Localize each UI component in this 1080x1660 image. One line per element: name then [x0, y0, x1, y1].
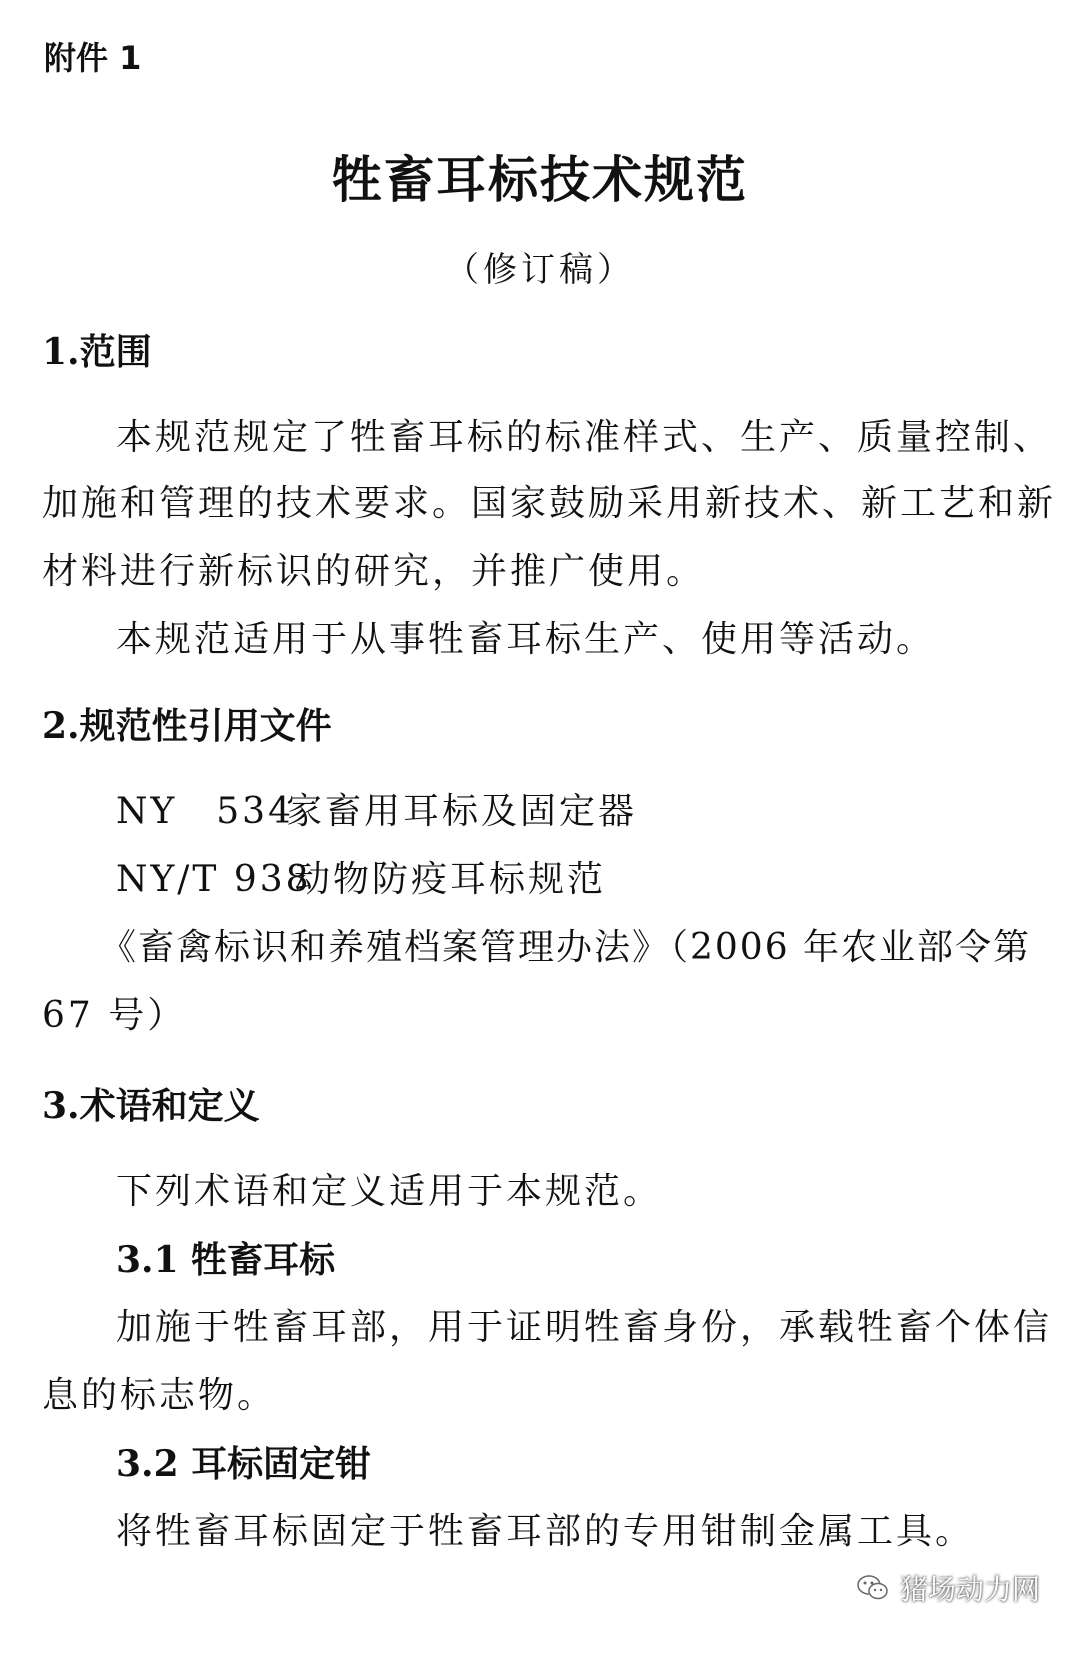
reference-name: 动物防疫耳标规范 [294, 859, 607, 900]
watermark-text: 猪场动力网 [899, 1573, 1040, 1606]
section-1-paragraph-line: 本规范规定了牲畜耳标的标准样式、生产、质量控制、 [116, 417, 1053, 458]
law-reference-line: 67 号） [42, 995, 187, 1036]
reference-row [116, 858, 606, 902]
reference-code: NY/T 938 [116, 859, 312, 900]
section-1-paragraph-line: 材料进行新标识的研究，并推广使用。 [42, 551, 706, 592]
section-2-heading: 2.规范性引用文件 [42, 705, 332, 747]
document-subtitle: （修订稿） [445, 250, 635, 290]
term-3-1-definition-line: 息的标志物。 [42, 1375, 277, 1416]
section-1-applicability: 本规范适用于从事牲畜耳标生产、使用等活动。 [116, 619, 936, 660]
term-3-2-definition-line: 将牲畜耳标固定于牲畜耳部的专用钳制金属工具。 [116, 1511, 975, 1552]
section-3-intro: 下列术语和定义适用于本规范。 [116, 1171, 663, 1212]
reference-name: 家畜用耳标及固定器 [286, 791, 638, 832]
term-3-2-heading: 3.2 耳标固定钳 [116, 1443, 372, 1485]
section-1-heading: 1.范围 [42, 331, 152, 373]
document-title: 牲畜耳标技术规范 [332, 151, 748, 209]
term-3-1-heading: 3.1 牲畜耳标 [116, 1239, 336, 1281]
reference-code: NY 534 [116, 791, 294, 832]
section-3-heading: 3.术语和定义 [42, 1085, 260, 1127]
law-reference-line: 《畜禽标识和养殖档案管理办法》（2006 年农业部令第 [100, 927, 1032, 968]
reference-row [116, 790, 637, 834]
wechat-icon [856, 1571, 890, 1605]
section-1-paragraph-line: 加施和管理的技术要求。国家鼓励采用新技术、新工艺和新 [42, 483, 1057, 524]
watermark [856, 1568, 1040, 1608]
term-3-1-definition-line: 加施于牲畜耳部，用于证明牲畜身份，承载牲畜个体信 [116, 1307, 1053, 1348]
attachment-label: 附件 1 [44, 39, 142, 77]
